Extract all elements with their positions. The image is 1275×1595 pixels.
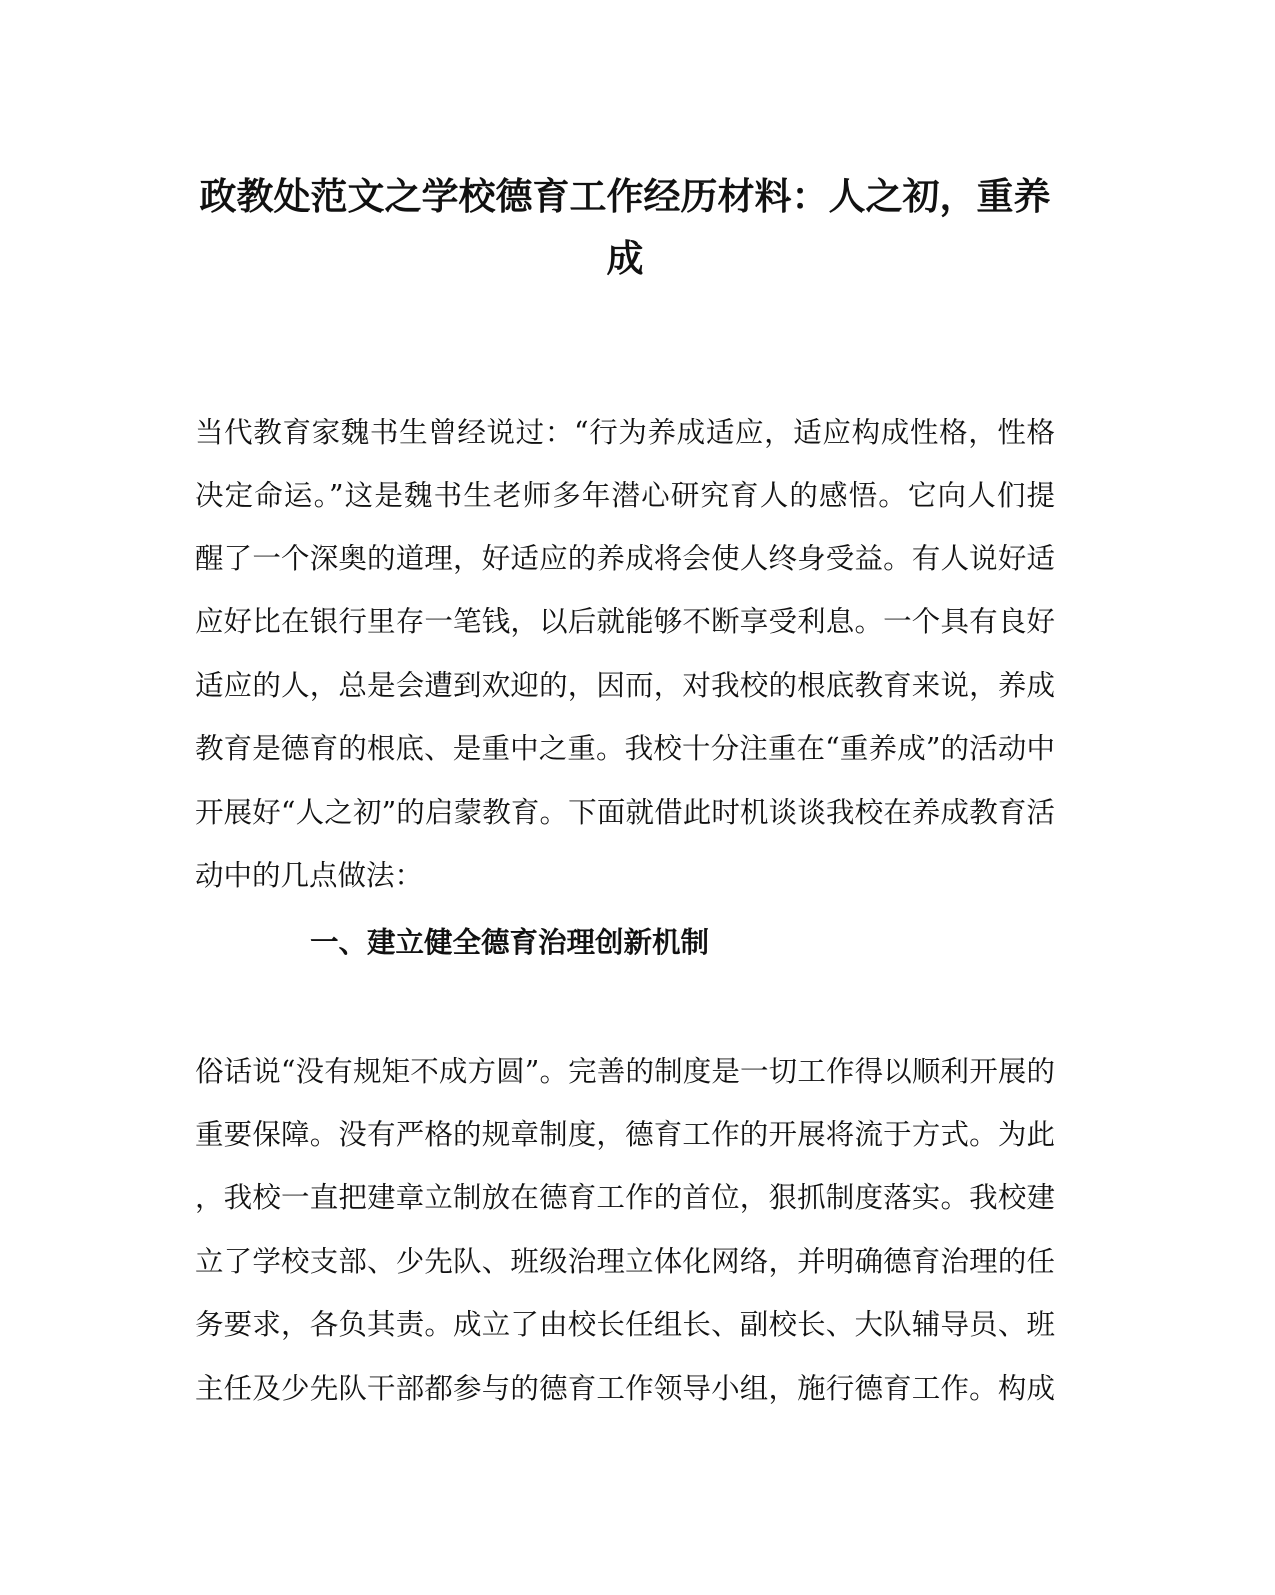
paragraph-2-line: 务要求，各负其责。成立了由校长任组长、副校长、大队辅导员、班 (195, 1308, 1055, 1341)
paragraph-2-line: ，我校一直把建章立制放在德育工作的首位，狠抓制度落实。我校建 (195, 1181, 1055, 1214)
paragraph-1-line: 决定命运。”这是魏书生老师多年潜心研究育人的感悟。它向人们提 (195, 479, 1055, 512)
paragraph-2-line: 立了学校支部、少先队、班级治理立体化网络，并明确德育治理的任 (195, 1245, 1055, 1278)
title-line-1: 政教处范文之学校德育工作经历材料：人之初，重养 (199, 174, 1051, 218)
paragraph-2-line: 主任及少先队干部都参与的德育工作领导小组，施行德育工作。构成 (195, 1372, 1055, 1405)
paragraph-1-line: 适应的人，总是会遭到欢迎的，因而，对我校的根底教育来说，养成 (195, 669, 1055, 702)
paragraph-1-line: 动中的几点做法： (195, 859, 424, 892)
paragraph-1-line: 当代教育家魏书生曾经说过：“行为养成适应，适应构成性格，性格 (195, 416, 1055, 449)
paragraph-1-line: 教育是德育的根底、是重中之重。我校十分注重在“重养成”的活动中 (195, 732, 1055, 765)
document-title (195, 165, 1055, 289)
paragraph-2-line: 重要保障。没有严格的规章制度，德育工作的开展将流于方式。为此 (195, 1118, 1055, 1151)
paragraph-1-line: 应好比在银行里存一笔钱，以后就能够不断享受利息。一个具有良好 (195, 605, 1055, 638)
paragraph-1-line: 醒了一个深奥的道理，好适应的养成将会使人终身受益。有人说好适 (195, 542, 1055, 575)
paragraph-2-line: 俗话说“没有规矩不成方圆”。完善的制度是一切工作得以顺利开展的 (195, 1055, 1055, 1088)
title-line-2: 成 (606, 236, 644, 280)
section-heading: 一、建立健全德育治理创新机制 (310, 925, 710, 959)
paragraph-1-line: 开展好“人之初”的启蒙教育。下面就借此时机谈谈我校在养成教育活 (195, 796, 1055, 829)
